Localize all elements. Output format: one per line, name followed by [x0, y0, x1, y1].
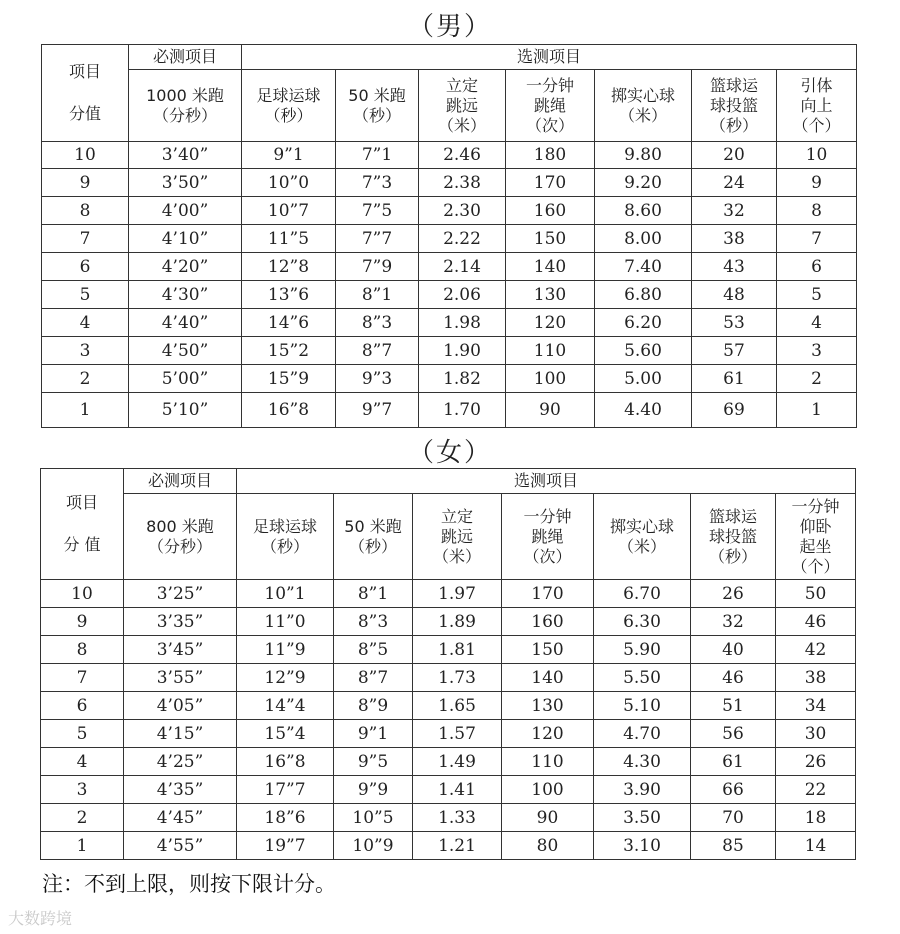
column-header-line: 篮球运 [709, 75, 758, 95]
value-cell: 18 [776, 804, 856, 832]
value-cell: 15”2 [242, 337, 336, 365]
table-row [41, 720, 856, 748]
column-header-line: 跳远 [445, 95, 478, 115]
value-cell: 30 [776, 720, 856, 748]
score-cell: 10 [41, 580, 124, 608]
value-cell: 3.90 [594, 776, 691, 804]
value-cell: 5 [777, 281, 857, 309]
column-header [777, 70, 857, 142]
value-cell: 4’50” [129, 337, 242, 365]
score-cell: 4 [42, 309, 129, 337]
value-cell: 4’20” [129, 253, 242, 281]
column-header-line: 1000 米跑 [146, 85, 224, 105]
column-header [502, 494, 594, 580]
column-header-line: （秒） [348, 536, 397, 556]
value-cell: 1.89 [413, 608, 502, 636]
value-cell: 24 [692, 169, 777, 197]
corner-cell [41, 469, 124, 580]
value-cell: 12”8 [242, 253, 336, 281]
value-cell: 140 [502, 664, 594, 692]
value-cell: 3’35” [124, 608, 237, 636]
column-header-line: 立定 [445, 75, 478, 95]
corner-cell [42, 45, 129, 142]
value-cell: 70 [691, 804, 776, 832]
value-cell: 18”6 [237, 804, 334, 832]
value-cell: 6 [777, 253, 857, 281]
value-cell: 140 [506, 253, 595, 281]
score-cell: 6 [42, 253, 129, 281]
value-cell: 3’25” [124, 580, 237, 608]
male-table-header [42, 45, 857, 142]
value-cell: 26 [691, 580, 776, 608]
score-cell: 5 [42, 281, 129, 309]
value-cell: 1 [777, 393, 857, 428]
column-header-line: 仰卧 [799, 516, 832, 536]
value-cell: 8”1 [336, 281, 419, 309]
value-cell: 9”1 [242, 142, 336, 169]
column-header [237, 494, 334, 580]
value-cell: 2.22 [419, 225, 506, 253]
value-cell: 4’05” [124, 692, 237, 720]
value-cell: 90 [502, 804, 594, 832]
score-cell: 2 [42, 365, 129, 393]
value-cell: 4’25” [124, 748, 237, 776]
value-cell: 9”5 [334, 748, 413, 776]
value-cell: 43 [692, 253, 777, 281]
table-row [42, 253, 857, 281]
value-cell: 14 [776, 832, 856, 860]
value-cell: 3’50” [129, 169, 242, 197]
column-header-line: 跳远 [440, 526, 473, 546]
value-cell: 19”7 [237, 832, 334, 860]
value-cell: 2.14 [419, 253, 506, 281]
value-cell: 3’40” [129, 142, 242, 169]
value-cell: 4’00” [129, 197, 242, 225]
column-header [336, 70, 419, 142]
value-cell: 4’55” [124, 832, 237, 860]
value-cell: 3.50 [594, 804, 691, 832]
column-header-line: 掷实心球 [609, 516, 674, 536]
value-cell: 9”9 [334, 776, 413, 804]
value-cell: 9 [777, 169, 857, 197]
value-cell: 9”1 [334, 720, 413, 748]
value-cell: 4’35” [124, 776, 237, 804]
value-cell: 2.06 [419, 281, 506, 309]
value-cell: 16”8 [237, 748, 334, 776]
footnote: 注：不到上限，则按下限计分。 [42, 872, 336, 896]
value-cell: 7”5 [336, 197, 419, 225]
column-header-line: 向上 [800, 95, 833, 115]
column-header-line: 起坐 [799, 536, 832, 556]
value-cell: 56 [691, 720, 776, 748]
column-header-line: 50 米跑 [348, 85, 406, 105]
table-row [41, 692, 856, 720]
value-cell: 6.20 [595, 309, 692, 337]
value-cell: 8 [777, 197, 857, 225]
value-cell: 8.00 [595, 225, 692, 253]
value-cell: 13”6 [242, 281, 336, 309]
value-cell: 170 [506, 169, 595, 197]
score-cell: 8 [41, 636, 124, 664]
value-cell: 7”9 [336, 253, 419, 281]
table-row [42, 281, 857, 309]
value-cell: 8”5 [334, 636, 413, 664]
required-group-header: 必测项目 [129, 45, 242, 70]
required-group-header: 必测项目 [124, 469, 237, 494]
column-header [776, 494, 856, 580]
value-cell: 150 [502, 636, 594, 664]
value-cell: 34 [776, 692, 856, 720]
value-cell: 1.90 [419, 337, 506, 365]
value-cell: 8”3 [334, 608, 413, 636]
column-header-line: 一分钟 [791, 496, 840, 516]
column-header-line: 一分钟 [523, 506, 572, 526]
corner-top-label: 项目 [68, 62, 101, 81]
value-cell: 150 [506, 225, 595, 253]
value-cell: 20 [692, 142, 777, 169]
column-header-line: 一分钟 [525, 75, 574, 95]
column-header-line: 球投篮 [708, 526, 757, 546]
column-header-line: （秒） [352, 105, 401, 125]
value-cell: 1.41 [413, 776, 502, 804]
value-cell: 15”4 [237, 720, 334, 748]
score-cell: 9 [42, 169, 129, 197]
optional-group-header: 选测项目 [242, 45, 857, 70]
value-cell: 26 [776, 748, 856, 776]
column-header-line: 立定 [440, 506, 473, 526]
column-header-line: 50 米跑 [344, 516, 402, 536]
value-cell: 4.30 [594, 748, 691, 776]
value-cell: 1.49 [413, 748, 502, 776]
column-header-line: （次） [523, 546, 572, 566]
table-row [42, 365, 857, 393]
value-cell: 2.30 [419, 197, 506, 225]
value-cell: 130 [502, 692, 594, 720]
column-header-line: 足球运球 [252, 516, 317, 536]
corner-bottom-label: 分值 [68, 104, 101, 123]
table-row [41, 608, 856, 636]
value-cell: 7”7 [336, 225, 419, 253]
female-table-header [41, 469, 856, 580]
value-cell: 4’45” [124, 804, 237, 832]
value-cell: 100 [502, 776, 594, 804]
table-row [41, 636, 856, 664]
value-cell: 2.46 [419, 142, 506, 169]
score-cell: 7 [41, 664, 124, 692]
value-cell: 8”1 [334, 580, 413, 608]
column-header-line: （秒） [264, 105, 313, 125]
value-cell: 11”9 [237, 636, 334, 664]
column-header-line: 800 米跑 [146, 516, 214, 536]
table-row [42, 142, 857, 169]
column-header-line: 引体 [800, 75, 833, 95]
value-cell: 4’40” [129, 309, 242, 337]
value-cell: 38 [776, 664, 856, 692]
value-cell: 1.33 [413, 804, 502, 832]
value-cell: 5’10” [129, 393, 242, 428]
column-header-line: （个） [792, 115, 841, 135]
value-cell: 1.70 [419, 393, 506, 428]
value-cell: 1.57 [413, 720, 502, 748]
value-cell: 120 [506, 309, 595, 337]
column-header [242, 70, 336, 142]
table-row [41, 748, 856, 776]
column-header-line: 球投篮 [709, 95, 758, 115]
value-cell: 48 [692, 281, 777, 309]
female-score-table [40, 468, 856, 860]
value-cell: 6.70 [594, 580, 691, 608]
column-header [595, 70, 692, 142]
female-table-title: （女） [407, 438, 492, 468]
value-cell: 46 [691, 664, 776, 692]
column-header-line: （米） [432, 546, 481, 566]
column-header-line: 足球运球 [256, 85, 321, 105]
value-cell: 2 [777, 365, 857, 393]
value-cell: 9.80 [595, 142, 692, 169]
value-cell: 42 [776, 636, 856, 664]
value-cell: 8”7 [334, 664, 413, 692]
value-cell: 6.30 [594, 608, 691, 636]
value-cell: 1.73 [413, 664, 502, 692]
score-cell: 5 [41, 720, 124, 748]
value-cell: 5.60 [595, 337, 692, 365]
column-header-line: （米） [617, 536, 666, 556]
value-cell: 40 [691, 636, 776, 664]
table-row [42, 309, 857, 337]
value-cell: 32 [692, 197, 777, 225]
value-cell: 10”5 [334, 804, 413, 832]
table-row [41, 804, 856, 832]
value-cell: 5.00 [595, 365, 692, 393]
value-cell: 5.50 [594, 664, 691, 692]
column-header-line: 掷实心球 [610, 85, 675, 105]
score-cell: 6 [41, 692, 124, 720]
value-cell: 7”3 [336, 169, 419, 197]
value-cell: 66 [691, 776, 776, 804]
score-cell: 9 [41, 608, 124, 636]
column-header-line: 篮球运 [708, 506, 757, 526]
column-header [419, 70, 506, 142]
value-cell: 15”9 [242, 365, 336, 393]
value-cell: 8.60 [595, 197, 692, 225]
value-cell: 61 [692, 365, 777, 393]
value-cell: 22 [776, 776, 856, 804]
male-score-table [41, 44, 857, 428]
value-cell: 3.10 [594, 832, 691, 860]
value-cell: 3’55” [124, 664, 237, 692]
value-cell: 85 [691, 832, 776, 860]
value-cell: 5.90 [594, 636, 691, 664]
value-cell: 57 [692, 337, 777, 365]
value-cell: 3’45” [124, 636, 237, 664]
column-header-line: （秒） [260, 536, 309, 556]
value-cell: 10”7 [242, 197, 336, 225]
score-cell: 8 [42, 197, 129, 225]
column-header-line: （个） [791, 556, 840, 576]
value-cell: 7”1 [336, 142, 419, 169]
column-header-line: （米） [437, 115, 486, 135]
value-cell: 170 [502, 580, 594, 608]
column-header-line: （分秒） [152, 105, 217, 125]
value-cell: 160 [506, 197, 595, 225]
value-cell: 12”9 [237, 664, 334, 692]
value-cell: 14”6 [242, 309, 336, 337]
column-header-line: （秒） [709, 115, 758, 135]
value-cell: 110 [502, 748, 594, 776]
column-header-line: （米） [618, 105, 667, 125]
value-cell: 3 [777, 337, 857, 365]
table-row [41, 832, 856, 860]
watermark: 大数跨境 [8, 909, 73, 928]
value-cell: 4’15” [124, 720, 237, 748]
value-cell: 32 [691, 608, 776, 636]
male-table-title: （男） [407, 12, 492, 42]
table-row [41, 580, 856, 608]
corner-bottom-label: 分 值 [63, 535, 101, 554]
value-cell: 160 [502, 608, 594, 636]
column-header-line: （秒） [708, 546, 757, 566]
value-cell: 17”7 [237, 776, 334, 804]
value-cell: 69 [692, 393, 777, 428]
score-cell: 1 [42, 393, 129, 428]
value-cell: 8”3 [336, 309, 419, 337]
value-cell: 11”0 [237, 608, 334, 636]
value-cell: 180 [506, 142, 595, 169]
value-cell: 5.10 [594, 692, 691, 720]
value-cell: 53 [692, 309, 777, 337]
table-row [42, 197, 857, 225]
value-cell: 130 [506, 281, 595, 309]
value-cell: 1.81 [413, 636, 502, 664]
column-header-line: 跳绳 [531, 526, 564, 546]
value-cell: 1.97 [413, 580, 502, 608]
value-cell: 5’00” [129, 365, 242, 393]
column-header [691, 494, 776, 580]
female-table-body [41, 580, 856, 860]
column-header [129, 70, 242, 142]
table-row [42, 337, 857, 365]
score-cell: 10 [42, 142, 129, 169]
column-header-line: （分秒） [147, 536, 212, 556]
column-header [124, 494, 237, 580]
column-header-line: （次） [525, 115, 574, 135]
value-cell: 9.20 [595, 169, 692, 197]
column-header-line: 跳绳 [533, 95, 566, 115]
value-cell: 80 [502, 832, 594, 860]
value-cell: 4.40 [595, 393, 692, 428]
male-table-body [42, 142, 857, 428]
value-cell: 38 [692, 225, 777, 253]
value-cell: 1.21 [413, 832, 502, 860]
score-cell: 2 [41, 804, 124, 832]
column-header [334, 494, 413, 580]
value-cell: 7 [777, 225, 857, 253]
optional-group-header: 选测项目 [237, 469, 856, 494]
value-cell: 8”9 [334, 692, 413, 720]
value-cell: 4’10” [129, 225, 242, 253]
column-header [506, 70, 595, 142]
value-cell: 16”8 [242, 393, 336, 428]
value-cell: 10”0 [242, 169, 336, 197]
value-cell: 1.65 [413, 692, 502, 720]
value-cell: 14”4 [237, 692, 334, 720]
value-cell: 1.98 [419, 309, 506, 337]
value-cell: 10”9 [334, 832, 413, 860]
column-header [413, 494, 502, 580]
value-cell: 110 [506, 337, 595, 365]
score-cell: 4 [41, 748, 124, 776]
value-cell: 6.80 [595, 281, 692, 309]
value-cell: 4 [777, 309, 857, 337]
value-cell: 90 [506, 393, 595, 428]
table-row [41, 664, 856, 692]
score-cell: 1 [41, 832, 124, 860]
value-cell: 120 [502, 720, 594, 748]
corner-top-label: 项目 [65, 493, 98, 512]
table-row [41, 776, 856, 804]
value-cell: 50 [776, 580, 856, 608]
value-cell: 10 [777, 142, 857, 169]
value-cell: 10”1 [237, 580, 334, 608]
score-cell: 3 [42, 337, 129, 365]
value-cell: 9”7 [336, 393, 419, 428]
column-header [692, 70, 777, 142]
value-cell: 4.70 [594, 720, 691, 748]
score-cell: 7 [42, 225, 129, 253]
value-cell: 46 [776, 608, 856, 636]
table-row [42, 169, 857, 197]
value-cell: 61 [691, 748, 776, 776]
table-row [42, 393, 857, 428]
value-cell: 4’30” [129, 281, 242, 309]
value-cell: 1.82 [419, 365, 506, 393]
table-row [42, 225, 857, 253]
value-cell: 2.38 [419, 169, 506, 197]
value-cell: 11”5 [242, 225, 336, 253]
value-cell: 7.40 [595, 253, 692, 281]
value-cell: 51 [691, 692, 776, 720]
value-cell: 100 [506, 365, 595, 393]
column-header [594, 494, 691, 580]
value-cell: 8”7 [336, 337, 419, 365]
score-cell: 3 [41, 776, 124, 804]
value-cell: 9”3 [336, 365, 419, 393]
